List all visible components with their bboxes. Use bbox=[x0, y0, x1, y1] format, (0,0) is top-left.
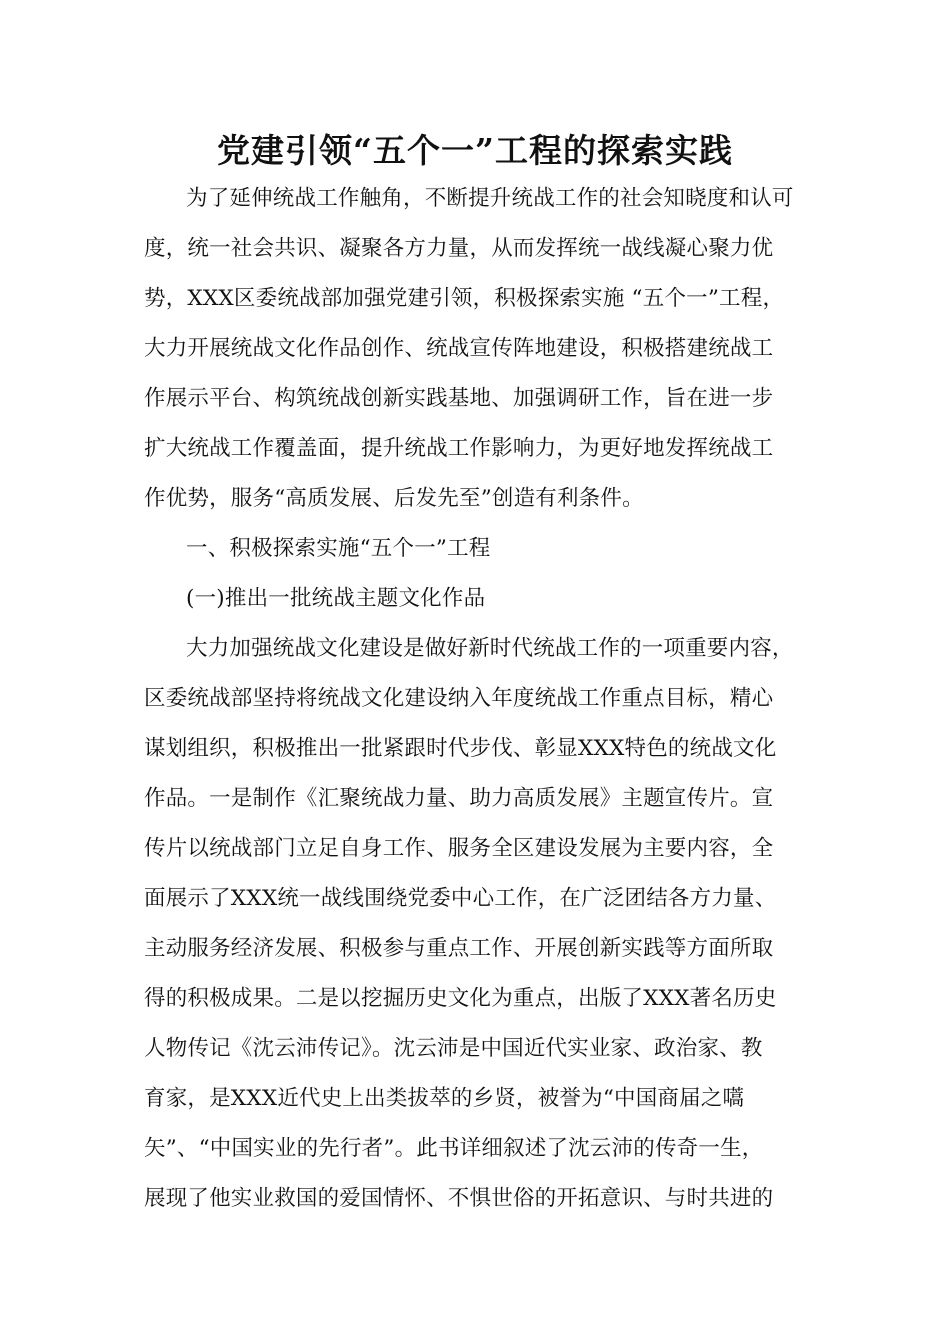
subsection-heading: (一)推出一批统战主题文化作品 bbox=[186, 586, 486, 611]
section-heading: 一、积极探索实施“五个一”工程 bbox=[186, 536, 491, 561]
paragraph-line: 大力开展统战文化作品创作、统战宣传阵地建设，积极搭建统战工 bbox=[144, 336, 774, 361]
paragraph-line: 展现了他实业救国的爱国情怀、不惧世俗的开拓意识、与时共进的 bbox=[144, 1186, 774, 1211]
paragraph-line: 得的积极成果。二是以挖掘历史文化为重点，出版了XXX著名历史 bbox=[144, 986, 777, 1011]
paragraph-line: 面展示了XXX统一战线围绕党委中心工作，在广泛团结各方力量、 bbox=[144, 886, 777, 911]
paragraph-line: 主动服务经济发展、积极参与重点工作、开展创新实践等方面所取 bbox=[144, 936, 774, 961]
paragraph-line: 矢”、“中国实业的先行者”。此书详细叙述了沈云沛的传奇一生， bbox=[144, 1136, 764, 1161]
paragraph-line: 作品。一是制作《汇聚统战力量、助力高质发展》主题宣传片。宣 bbox=[144, 786, 774, 811]
paragraph-line: 作优势，服务“高质发展、后发先至”创造有利条件。 bbox=[144, 486, 644, 511]
document-title: 党建引领“五个一”工程的探索实践 bbox=[217, 131, 733, 170]
paragraph-line: 传片以统战部门立足自身工作、服务全区建设发展为主要内容，全 bbox=[144, 836, 774, 861]
paragraph-line: 大力加强统战文化建设是做好新时代统战工作的一项重要内容， bbox=[186, 636, 794, 661]
paragraph-line: 区委统战部坚持将统战文化建设纳入年度统战工作重点目标，精心 bbox=[144, 686, 774, 711]
paragraph-line: 作展示平台、构筑统战创新实践基地、加强调研工作，旨在进一步 bbox=[144, 386, 774, 411]
paragraph-line: 度，统一社会共识、凝聚各方力量，从而发挥统一战线凝心聚力优 bbox=[144, 236, 774, 261]
paragraph-line: 势，XXX区委统战部加强党建引领，积极探索实施 “五个一”工程， bbox=[144, 286, 785, 311]
paragraph-line: 扩大统战工作覆盖面，提升统战工作影响力，为更好地发挥统战工 bbox=[144, 436, 774, 461]
paragraph-line: 谋划组织，积极推出一批紧跟时代步伐、彰显XXX特色的统战文化 bbox=[144, 736, 777, 761]
paragraph-line: 为了延伸统战工作触角，不断提升统战工作的社会知晓度和认可 bbox=[186, 186, 794, 211]
paragraph-line: 人物传记《沈云沛传记》。沈云沛是中国近代实业家、政治家、教 bbox=[144, 1036, 763, 1061]
paragraph-line: 育家，是XXX近代史上出类拔萃的乡贤，被誉为“中国商届之嚆 bbox=[144, 1086, 745, 1111]
